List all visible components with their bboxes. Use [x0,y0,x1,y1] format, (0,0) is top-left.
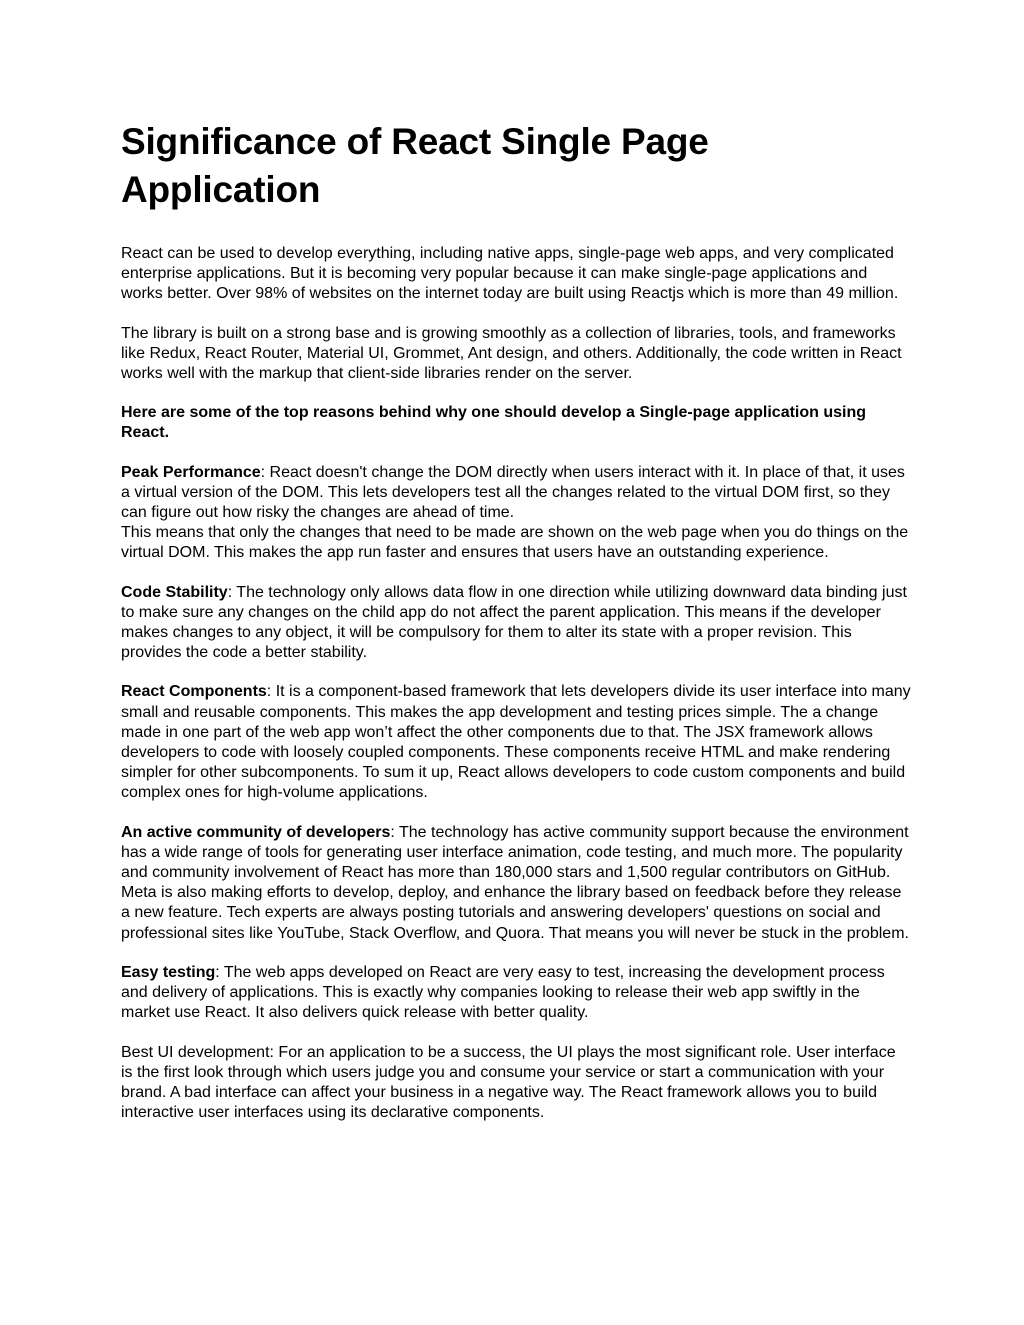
intro-paragraph-1: React can be used to develop everything, including native apps, single-page web apps, and very complicated enterprise applications. But it is becoming very popular because it can make single-page applications and works better. Over 98% of websites on the internet today are built using Reactjs which is more than 49 million. [121,245,899,303]
section-term: Easy testing [121,963,216,981]
section-term: React Components [121,683,267,701]
section-active-community [121,823,911,944]
page-title: Significance of React Single Page Application [121,121,709,210]
section-text: : The technology has active community support because the environment has a wide range of tools for generating user interface animation, code testing, and much more. The popularity and community involvement of React has more than 180,000 stars and 1,500 regular contributors on GitHub. Meta is also making efforts to develop, deploy, and enhance the library based on feedback before they release a new feature. Tech experts are always posting tutorials and answering developers' questions on social and professional sites like YouTube, Stack Overflow, and Quora. That means you will never be stuck in the problem. [121,823,909,942]
section-text: : The web apps developed on React are very easy to test, increasing the development process and delivery of applications. This is exactly why companies looking to release their web app swiftly in the market use React. It also delivers quick release with better quality. [121,963,885,1022]
section-easy-testing [121,963,911,1024]
section-term: Code Stability [121,583,228,601]
section-term: Peak Performance [121,463,261,481]
section-code-stability [121,583,911,664]
section-text-continued: This means that only the changes that need to be made are shown on the web page when you do things on the virtual DOM. This makes the app run faster and ensures that users have an outstanding experience. [121,524,909,562]
reasons-heading: Here are some of the top reasons behind why one should develop a Single-page application using React. [121,404,867,442]
section-peak-performance [121,463,911,564]
section-text: : It is a component-based framework that lets developers divide its user interface into many small and reusable components. This makes the app development and testing prices simple. The a change made in one part of the web app won’t affect the other components due to that. The JSX framework allows developers to code with loosely coupled components. These components receive HTML and make rendering simpler for other subcomponents. To sum it up, React allows developers to code custom components and build complex ones for high-volume applications. [121,683,911,802]
intro-paragraph-2: The library is built on a strong base and is growing smoothly as a collection of libraries, tools, and frameworks like Redux, React Router, Material UI, Grommet, Ant design, and others. Additionally, the code written in React works well with the markup that client-side libraries render on the server. [121,324,902,383]
section-react-components [121,682,911,803]
section-term: An active community of developers [121,823,391,841]
closing-paragraph: Best UI development: For an application to be a success, the UI plays the most significant role. User interface is the first look through which users judge you and consume your service or start a communication with your brand. A bad interface can affect your business in a negative way. The React framework allows you to build interactive user interfaces using its declarative components. [121,1043,896,1122]
section-text: : React doesn't change the DOM directly when users interact with it. In place of that, it uses a virtual version of the DOM. This lets developers test all the changes related to the virtual DOM first, so they can figure out how risky the changes are ahead of time. [121,463,905,522]
document-page [121,118,911,1142]
section-text: : The technology only allows data flow in one direction while utilizing downward data binding just to make sure any changes on the child app do not affect the parent application. This means if the developer makes changes to any object, it will be compulsory for them to alter its state with a proper revision. This provides the code a better stability. [121,583,907,662]
